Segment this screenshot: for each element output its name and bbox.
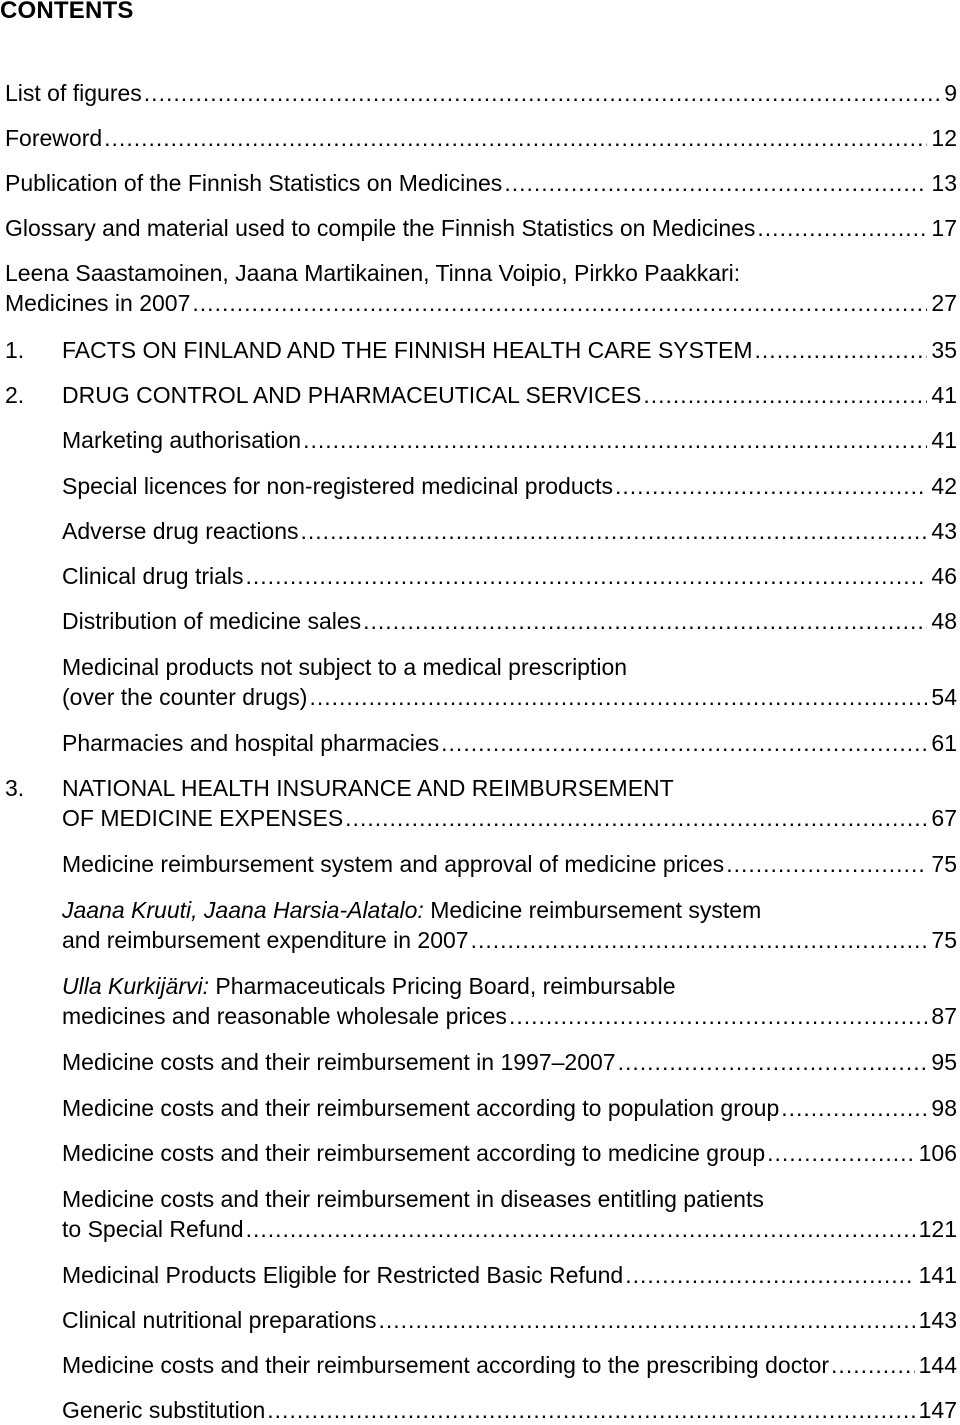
page-title: CONTENTS: [0, 0, 134, 24]
toc-entry-page: 46: [931, 563, 957, 589]
toc-entry-page: 12: [931, 125, 957, 151]
dot-leader: [144, 78, 940, 108]
toc-entry-title: Publication of the Finnish Statistics on Medicines: [5, 170, 503, 196]
toc-entry-title: DRUG CONTROL AND PHARMACEUTICAL SERVICES: [62, 382, 642, 408]
dot-leader: [246, 1214, 915, 1244]
toc-chapter[interactable]: [0, 380, 960, 410]
dot-leader: [643, 380, 927, 410]
toc-entry-author: Ulla Kurkijärvi:: [62, 973, 209, 999]
toc-entry-title-line1: Medicine reimbursement system: [423, 897, 762, 923]
toc-entry[interactable]: [62, 1260, 960, 1290]
dot-leader: [104, 123, 927, 153]
dot-leader: [831, 1350, 915, 1380]
toc-entry-title-line1: Medicinal products not subject to a medical prescription: [62, 654, 628, 680]
toc-entry-title: List of figures: [5, 80, 142, 106]
toc-entry-title: Special licences for non-registered medicinal products: [62, 473, 614, 499]
toc-entry[interactable]: [62, 849, 960, 879]
toc-entry-title-line2: (over the counter drugs): [62, 684, 308, 710]
toc-entry-page: 13: [931, 170, 957, 196]
toc-entry-title-line1: Leena Saastamoinen, Jaana Martikainen, Tinna Voipio, Pirkko Paakkari:: [5, 260, 741, 286]
toc-entry-author: Jaana Kruuti, Jaana Harsia-Alatalo:: [62, 897, 424, 923]
toc-entry-title: Clinical drug trials: [62, 563, 244, 589]
toc-entry-page: 17: [931, 215, 957, 241]
toc-entry-page: 67: [931, 805, 957, 831]
toc-entry[interactable]: [62, 1138, 960, 1168]
toc-chapter[interactable]: [0, 773, 960, 833]
toc-entry[interactable]: [62, 1093, 960, 1123]
chapter-number: 1.: [5, 337, 25, 363]
toc-entry-title-line2: OF MEDICINE EXPENSES: [62, 805, 344, 831]
toc-entry[interactable]: [62, 895, 960, 955]
dot-leader: [363, 606, 927, 636]
toc-entry[interactable]: [62, 1184, 960, 1244]
dot-leader: [246, 561, 928, 591]
toc-entry-page: 41: [931, 427, 957, 453]
toc-entry[interactable]: [62, 606, 960, 636]
toc-entry-title-line1: NATIONAL HEALTH INSURANCE AND REIMBURSEMENT: [62, 775, 674, 801]
toc-entry-title: Medicine reimbursement system and approval of medicine prices: [62, 851, 725, 877]
toc-entry-page: 75: [931, 927, 957, 953]
toc-entry-page: 121: [918, 1216, 957, 1242]
toc-entry-title-line2: to Special Refund: [62, 1216, 244, 1242]
dot-leader: [757, 213, 927, 243]
toc-entry-title-line2: Medicines in 2007: [5, 290, 191, 316]
dot-leader: [781, 1093, 927, 1123]
toc-entry-title: Medicine costs and their reimbursement according to population group: [62, 1095, 780, 1121]
toc-entry-title: Marketing authorisation: [62, 427, 302, 453]
toc-entry-page: 75: [931, 851, 957, 877]
toc-entry-title-line2: and reimbursement expenditure in 2007: [62, 927, 469, 953]
dot-leader: [615, 471, 927, 501]
toc-entry[interactable]: [62, 516, 960, 546]
toc-entry-title: FACTS ON FINLAND AND THE FINNISH HEALTH CARE SYSTEM: [62, 337, 753, 363]
chapter-number: 3.: [5, 775, 25, 801]
dot-leader: [301, 516, 928, 546]
toc-entry-page: 98: [931, 1095, 957, 1121]
toc-entry-title: Distribution of medicine sales: [62, 608, 362, 634]
toc-entry[interactable]: [62, 652, 960, 712]
toc-entry-title: Foreword: [5, 125, 103, 151]
toc-entry[interactable]: [5, 213, 960, 243]
dot-leader: [379, 1305, 915, 1335]
dot-leader: [726, 849, 927, 879]
toc-entry[interactable]: [5, 123, 960, 153]
dot-leader: [441, 728, 927, 758]
toc-entry[interactable]: [62, 728, 960, 758]
toc-entry-page: 41: [931, 382, 957, 408]
toc-entry-page: 35: [931, 337, 957, 363]
toc-entry-page: 143: [918, 1307, 957, 1333]
toc-entry[interactable]: [62, 425, 960, 455]
toc-entry[interactable]: [5, 258, 960, 318]
toc-entry-page: 147: [918, 1397, 957, 1423]
toc-entry-title: Glossary and material used to compile the Finnish Statistics on Medicines: [5, 215, 756, 241]
toc-entry-page: 43: [931, 518, 957, 544]
toc-entry[interactable]: [5, 168, 960, 198]
toc-entry[interactable]: [62, 971, 960, 1031]
dot-leader: [504, 168, 927, 198]
toc-entry-page: 42: [931, 473, 957, 499]
dot-leader: [192, 288, 927, 318]
toc-entry-title: Generic substitution: [62, 1397, 266, 1423]
toc-entry-title: Medicinal Products Eligible for Restricted Basic Refund: [62, 1262, 624, 1288]
dot-leader: [471, 925, 928, 955]
dot-leader: [755, 335, 928, 365]
toc-entry-title: Medicine costs and their reimbursement in 1997–2007: [62, 1049, 616, 1075]
toc-entry-page: 141: [918, 1262, 957, 1288]
toc-entry-title-line2: medicines and reasonable wholesale prices: [62, 1003, 507, 1029]
toc-entry[interactable]: [62, 471, 960, 501]
chapter-number: 2.: [5, 382, 25, 408]
toc-entry-title: Pharmacies and hospital pharmacies: [62, 730, 440, 756]
toc-entry-title-line1: Medicine costs and their reimbursement in diseases entitling patients: [62, 1186, 764, 1212]
toc-entry-title: Medicine costs and their reimbursement according to medicine group: [62, 1140, 766, 1166]
toc-entry-title-line1: Pharmaceuticals Pricing Board, reimbursable: [208, 973, 676, 999]
toc-entry-title: Adverse drug reactions: [62, 518, 299, 544]
toc-entry-page: 61: [931, 730, 957, 756]
toc-entry-page: 106: [918, 1140, 957, 1166]
dot-leader: [618, 1047, 928, 1077]
dot-leader: [767, 1138, 914, 1168]
toc-entry[interactable]: [62, 1047, 960, 1077]
toc-entry-title: Medicine costs and their reimbursement according to the prescribing doctor: [62, 1352, 830, 1378]
toc-entry-page: 95: [931, 1049, 957, 1075]
toc-entry-title: Clinical nutritional preparations: [62, 1307, 377, 1333]
toc-entry[interactable]: [5, 78, 960, 108]
toc-entry[interactable]: [62, 1305, 960, 1335]
toc-entry-page: 48: [931, 608, 957, 634]
dot-leader: [345, 803, 927, 833]
dot-leader: [309, 682, 927, 712]
toc-chapter[interactable]: [0, 335, 960, 365]
toc-entry-page: 27: [931, 290, 957, 316]
dot-leader: [625, 1260, 914, 1290]
dot-leader: [509, 1001, 927, 1031]
toc-entry-page: 54: [931, 684, 957, 710]
toc-entry[interactable]: [62, 561, 960, 591]
dot-leader: [303, 425, 927, 455]
toc-entry-page: 87: [931, 1003, 957, 1029]
toc-entry-page: 9: [944, 80, 957, 106]
toc-entry[interactable]: [62, 1350, 960, 1380]
toc-entry-page: 144: [918, 1352, 957, 1378]
